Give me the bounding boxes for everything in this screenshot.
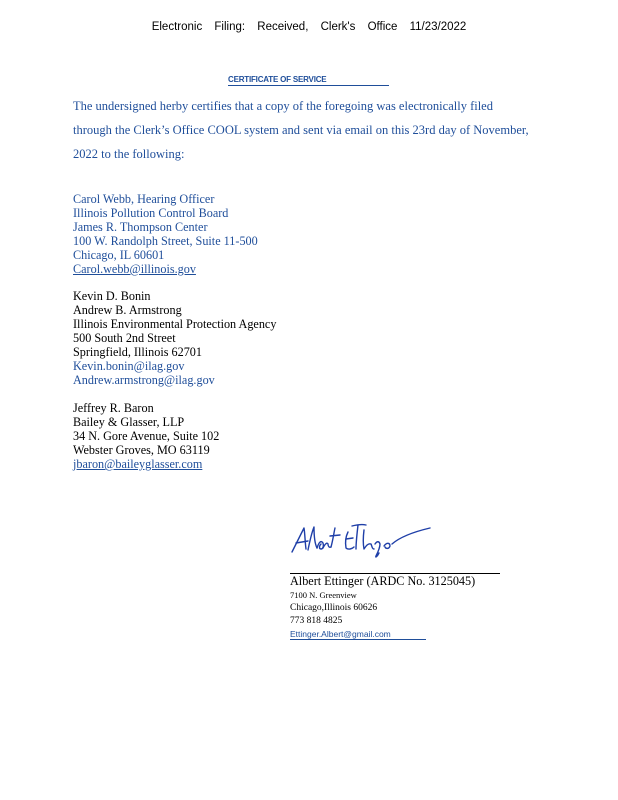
recipient-name: Kevin D. Bonin <box>73 289 151 303</box>
recipient-city: Springfield, Illinois 62701 <box>73 345 202 359</box>
signatory-address-line-2: Chicago,Illinois 60626 <box>290 603 378 613</box>
recipient-email-link[interactable]: Kevin.bonin@ilag.gov <box>73 359 185 373</box>
recipient-city: Webster Groves, MO 63119 <box>73 443 210 457</box>
certificate-line-2: through the Clerk’s Office COOL system and sent via email on this 23rd day of November, <box>73 123 529 137</box>
recipient-block-webb <box>73 192 258 276</box>
recipient-building: James R. Thompson Center <box>73 220 208 234</box>
electronic-filing-header: Electronic Filing: Received, Clerk's Office 11/23/2022 <box>151 21 467 33</box>
recipient-street: 500 South 2nd Street <box>73 331 176 345</box>
recipient-street: 100 W. Randolph Street, Suite 11-500 <box>73 234 258 248</box>
recipient-block-bonin <box>73 289 276 387</box>
recipient-city: Chicago, IL 60601 <box>73 248 165 262</box>
recipient-name-2: Andrew B. Armstrong <box>73 303 182 317</box>
signatory-address-line-1: 7100 N. Greenview <box>290 590 357 600</box>
recipient-name: Carol Webb, Hearing Officer <box>73 192 215 206</box>
certificate-title: CERTIFICATE OF SERVICE <box>228 75 389 86</box>
certificate-line-3: 2022 to the following: <box>73 147 185 161</box>
signatory-phone: 773 818 4825 <box>290 616 343 626</box>
recipient-org: Illinois Pollution Control Board <box>73 206 229 220</box>
certificate-line-1: The undersigned herby certifies that a copy of the foregoing was electronically filed <box>73 99 493 113</box>
recipient-org: Bailey & Glasser, LLP <box>73 415 185 429</box>
signatory-name: Albert Ettinger (ARDC No. 3125045) <box>290 574 476 588</box>
recipient-email-link-2[interactable]: Andrew.armstrong@ilag.gov <box>73 373 215 387</box>
handwritten-signature <box>288 522 438 562</box>
recipient-org: Illinois Environmental Protection Agency <box>73 317 277 331</box>
recipient-email-link[interactable]: Carol.webb@illinois.gov <box>73 262 196 276</box>
recipient-block-baron <box>73 401 219 471</box>
recipient-street: 34 N. Gore Avenue, Suite 102 <box>73 429 220 443</box>
recipient-email-link[interactable]: jbaron@baileyglasser.com <box>73 457 203 471</box>
recipient-name: Jeffrey R. Baron <box>73 401 154 415</box>
signatory-email-link[interactable]: Ettinger.Albert@gmail.com <box>290 629 426 640</box>
